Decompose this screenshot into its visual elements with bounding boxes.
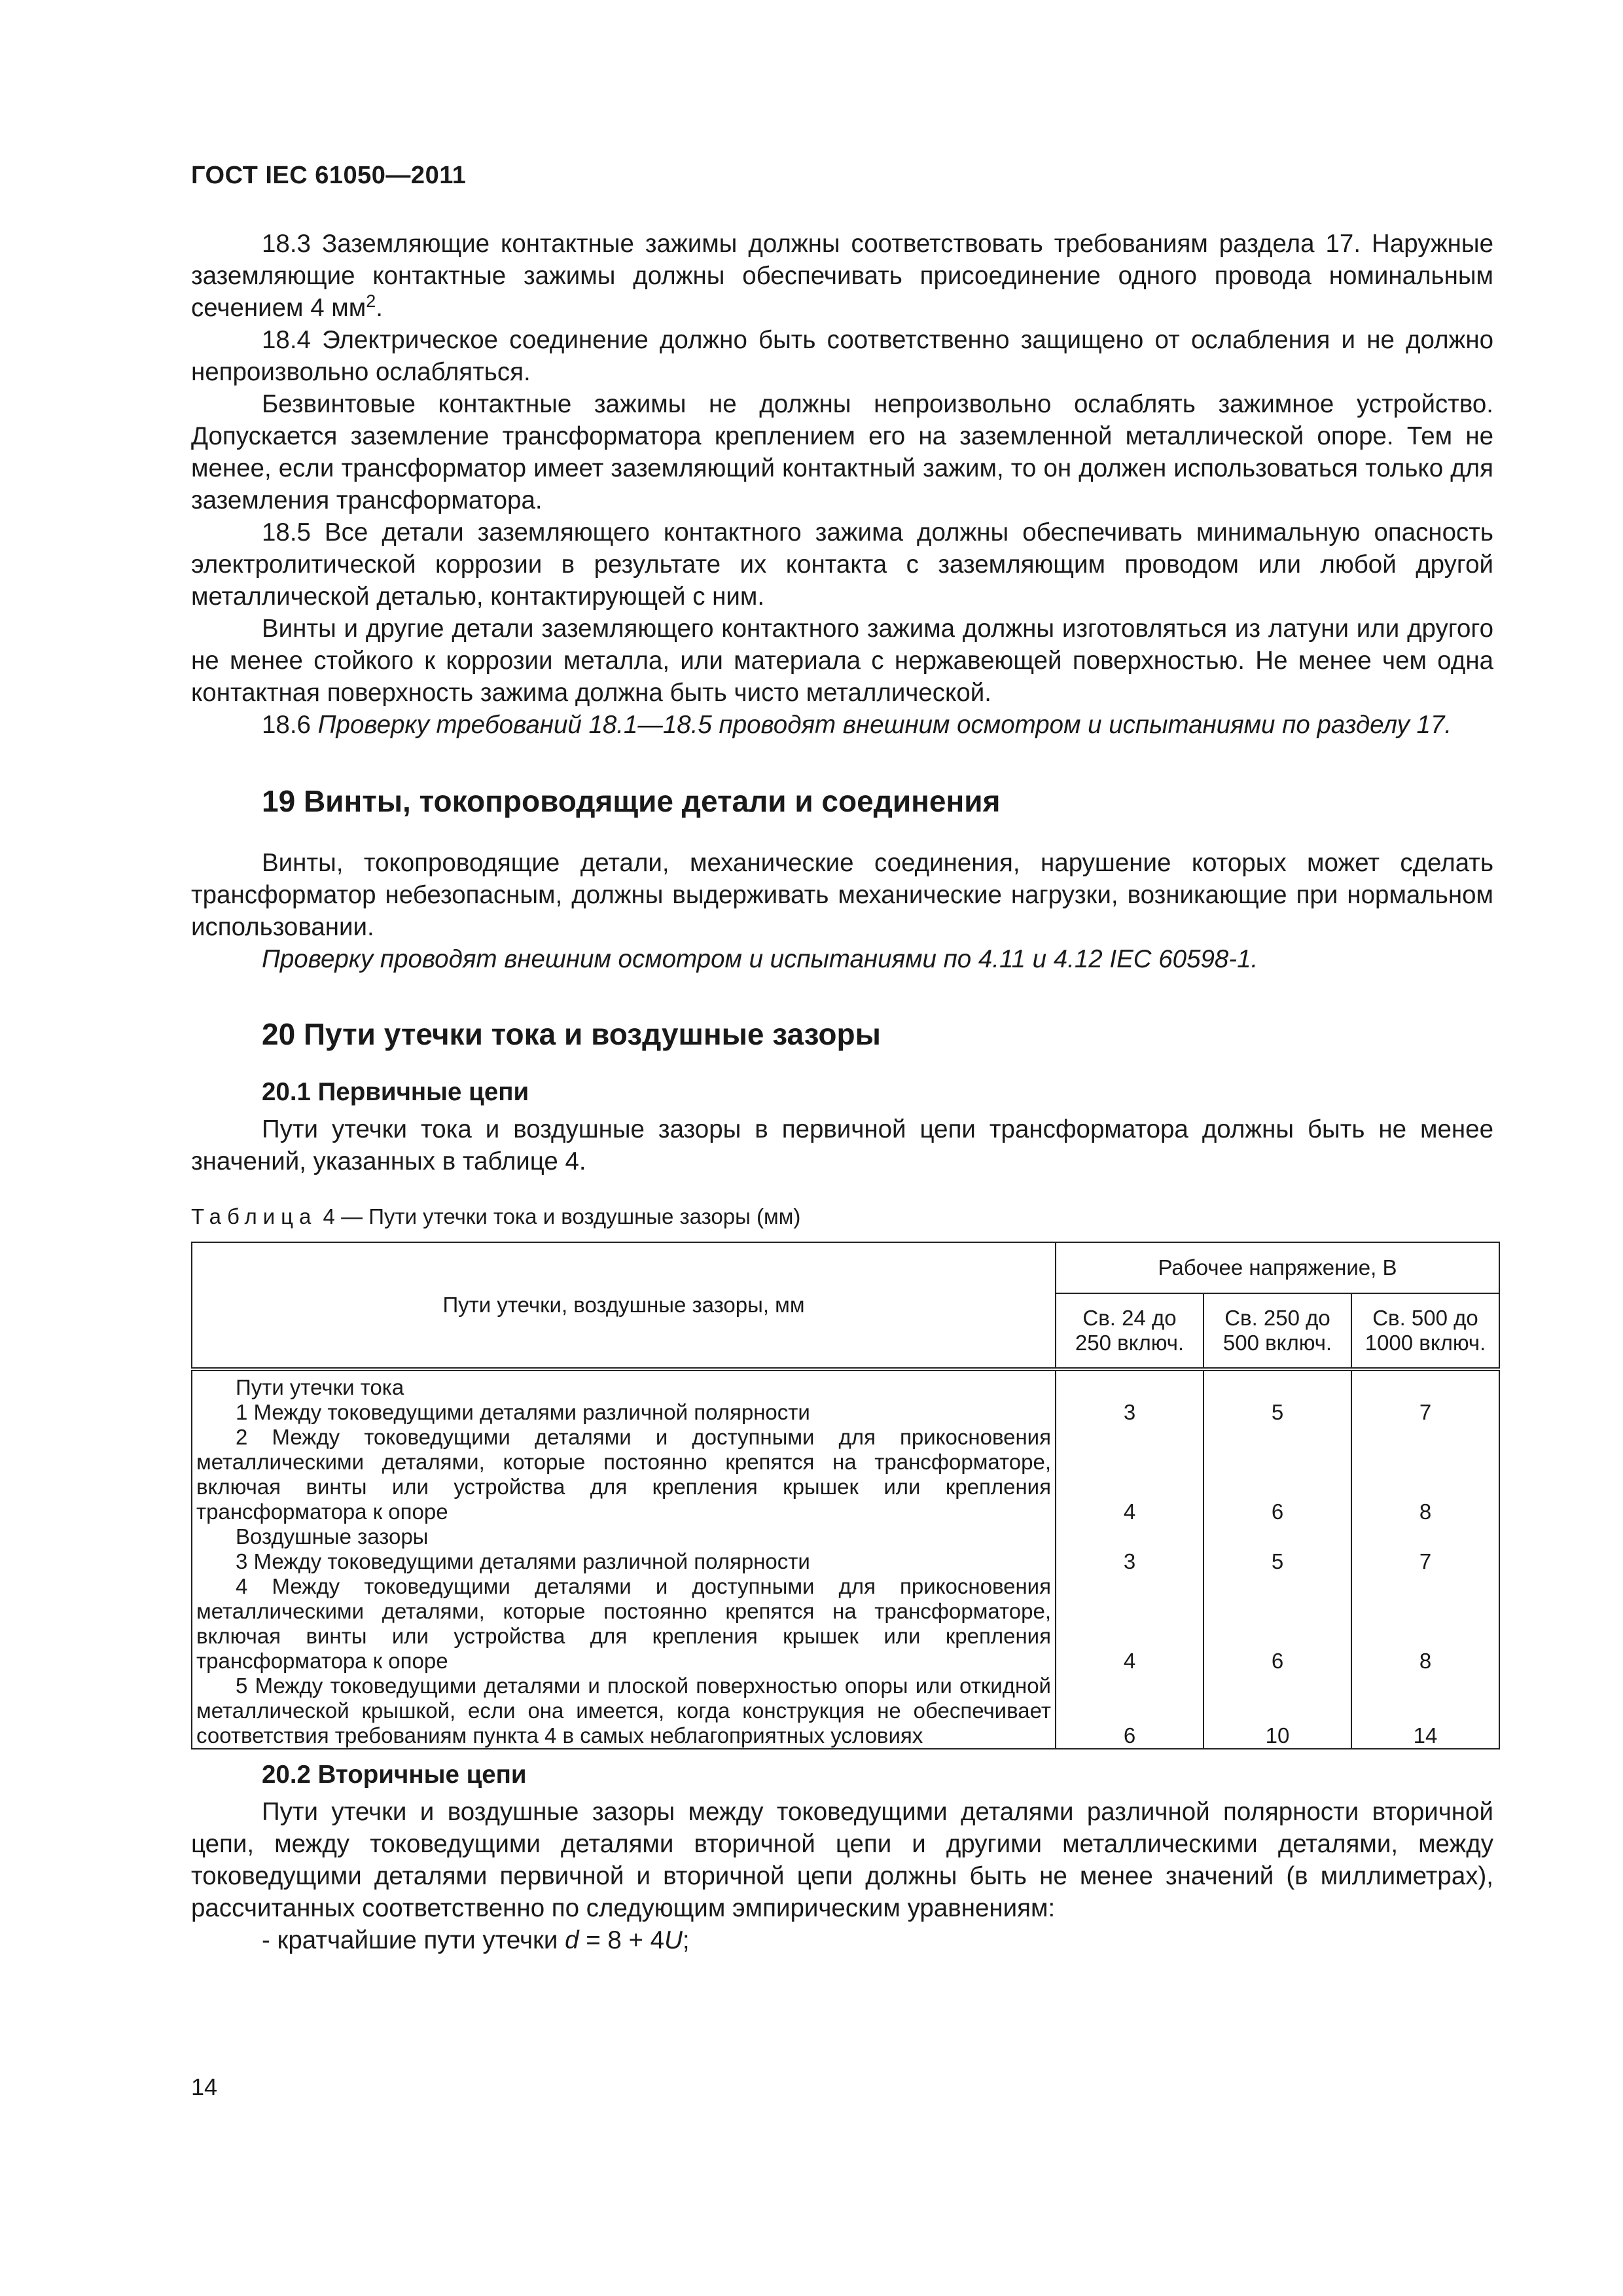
table-cell-value: 8 xyxy=(1351,1425,1499,1524)
table-header-col-2: Св. 250 до 500 включ. xyxy=(1204,1293,1351,1369)
table-cell-value: 3 xyxy=(1056,1400,1204,1425)
table-cell-value: 6 xyxy=(1204,1574,1351,1674)
formula-u: U xyxy=(664,1926,683,1954)
table-cell-description: 5 Между токоведущими деталями и плоской поверхностью опоры или откидной металлической крышкой, если она имеется, когда конструкция не обеспечивает соответствия требованиям пункта 4 в самых неблагоприятных условиях xyxy=(192,1674,1056,1749)
table-cell-value: 10 xyxy=(1204,1674,1351,1749)
paragraph-18-3 xyxy=(191,228,1493,324)
paragraph-18-5-screws: Винты и другие детали заземляющего контактного зажима должны изготовляться из латуни или другого не менее стойкого к коррозии металла, или материала с нержавеющей поверхностью. Не менее чем одна контактная поверхность зажима должна быть чисто металлической. xyxy=(191,615,1493,707)
bullet-text: - кратчайшие пути утечки xyxy=(262,1926,565,1954)
table-row xyxy=(192,1400,1499,1425)
table-cell-value: 7 xyxy=(1351,1400,1499,1425)
paragraph-20-2: Пути утечки и воздушные зазоры между токоведущими деталями различной полярности вторичной цепи, между токоведущими деталями вторичной цепи и другими металлическими деталями, между токоведущими деталями первичной и вторичной цепи должны быть не менее значений (в миллиметрах), рассчитанных соответственно по следующим эмпирическим уравнениям: xyxy=(191,1798,1493,1922)
paragraph-18-3-end: . xyxy=(376,294,383,322)
table-header-description: Пути утечки, воздушные зазоры, мм xyxy=(192,1242,1056,1369)
table-row xyxy=(192,1574,1499,1674)
table-caption-text: 4 — Пути утечки тока и воздушные зазоры (мм) xyxy=(317,1204,801,1229)
page-content xyxy=(191,228,1493,1956)
paragraph-18-4: 18.4 Электрическое соединение должно быть соответственно защищено от ослабления и не должно непроизвольно ослабляться. xyxy=(191,326,1493,386)
paragraph-18-4-screwless: Безвинтовые контактные зажимы не должны непроизвольно ослаблять зажимное устройство. Допускается заземление трансформатора креплением его на заземленной металлической опоре. Тем не менее, если трансформатор имеет заземляющий контактный зажим, то он должен использоваться только для заземления трансформатора. xyxy=(191,390,1493,514)
section-20-2-heading: 20.2 Вторичные цепи xyxy=(262,1761,527,1789)
table-caption-word: Таблица xyxy=(191,1204,317,1229)
formula-end: ; xyxy=(682,1926,690,1954)
table-group-clearance: Воздушные зазоры xyxy=(192,1524,1056,1549)
table-row xyxy=(192,1369,1499,1400)
document-header: ГОСТ IEC 61050—2011 xyxy=(191,162,467,189)
table-row xyxy=(192,1549,1499,1574)
section-19-heading: 19 Винты, токопроводящие детали и соединения xyxy=(262,784,1001,818)
table-cell-value: 4 xyxy=(1056,1574,1204,1674)
table-cell-value: 8 xyxy=(1351,1574,1499,1674)
section-20-heading: 20 Пути утечки тока и воздушные зазоры xyxy=(262,1017,881,1051)
table-row xyxy=(192,1524,1499,1549)
table-cell-description: 2 Между токоведущими деталями и доступными для прикосновения металлическими деталями, которые постоянно крепятся на трансформаторе, включая винты или устройства для крепления крышек или крепления трансформатора к опоре xyxy=(192,1425,1056,1524)
paragraph-19-check: Проверку проводят внешним осмотром и испытаниями по 4.11 и 4.12 IEC 60598-1. xyxy=(262,945,1258,973)
paragraph-18-6-text: Проверку требований 18.1—18.5 проводят внешним осмотром и испытаниями по разделу 17. xyxy=(317,711,1452,739)
table-cell-description: 3 Между токоведущими деталями различной полярности xyxy=(192,1549,1056,1574)
table-cell-value: 4 xyxy=(1056,1425,1204,1524)
table-cell-value: 3 xyxy=(1056,1549,1204,1574)
table-caption xyxy=(191,1202,1493,1231)
table-row xyxy=(192,1674,1499,1749)
table-header-col-1: Св. 24 до 250 включ. xyxy=(1056,1293,1204,1369)
bullet-creepage-formula xyxy=(191,1924,1493,1956)
paragraph-18-6-number: 18.6 xyxy=(262,711,318,739)
table-row xyxy=(192,1425,1499,1524)
table-header-col-3: Св. 500 до 1000 включ. xyxy=(1351,1293,1499,1369)
table-cell-description: 1 Между токоведущими деталями различной полярности xyxy=(192,1400,1056,1425)
table-cell-value: 7 xyxy=(1351,1549,1499,1574)
table-cell-value: 6 xyxy=(1204,1425,1351,1524)
superscript-2: 2 xyxy=(366,291,376,312)
paragraph-18-6 xyxy=(191,709,1493,741)
table-cell-value: 5 xyxy=(1204,1400,1351,1425)
table-cell-value: 5 xyxy=(1204,1549,1351,1574)
table-cell-description: 4 Между токоведущими деталями и доступными для прикосновения металлическими деталями, которые постоянно крепятся на трансформаторе, включая винты или устройства для крепления крышек или крепления трансформатора к опоре xyxy=(192,1574,1056,1674)
section-20-1-heading: 20.1 Первичные цепи xyxy=(262,1078,529,1106)
paragraph-18-3-text: 18.3 Заземляющие контактные зажимы должны соответствовать требованиям раздела 17. Наружные заземляющие контактные зажимы должны обеспечивать присоединение одного провода номинальным сечением 4 мм xyxy=(191,230,1493,322)
table-group-creepage: Пути утечки тока xyxy=(192,1369,1056,1400)
table-cell-value: 6 xyxy=(1056,1674,1204,1749)
paragraph-19: Винты, токопроводящие детали, механические соединения, нарушение которых может сделать трансформатор небезопасным, должны выдерживать механические нагрузки, возникающие при нормальном использовании. xyxy=(191,849,1493,941)
table-header-voltage: Рабочее напряжение, В xyxy=(1056,1242,1499,1293)
table-cell-value: 14 xyxy=(1351,1674,1499,1749)
table-4 xyxy=(191,1242,1500,1749)
formula-mid: = 8 + 4 xyxy=(579,1926,665,1954)
paragraph-20-1: Пути утечки тока и воздушные зазоры в первичной цепи трансформатора должны быть не менее значений, указанных в таблице 4. xyxy=(191,1115,1493,1175)
page-number: 14 xyxy=(191,2073,218,2100)
paragraph-18-5: 18.5 Все детали заземляющего контактного зажима должны обеспечивать минимальную опасность электролитической коррозии в результате их контакта с заземляющим проводом или любой другой металлической деталью, контактирующей с ним. xyxy=(191,518,1493,611)
formula-d: d xyxy=(565,1926,579,1954)
